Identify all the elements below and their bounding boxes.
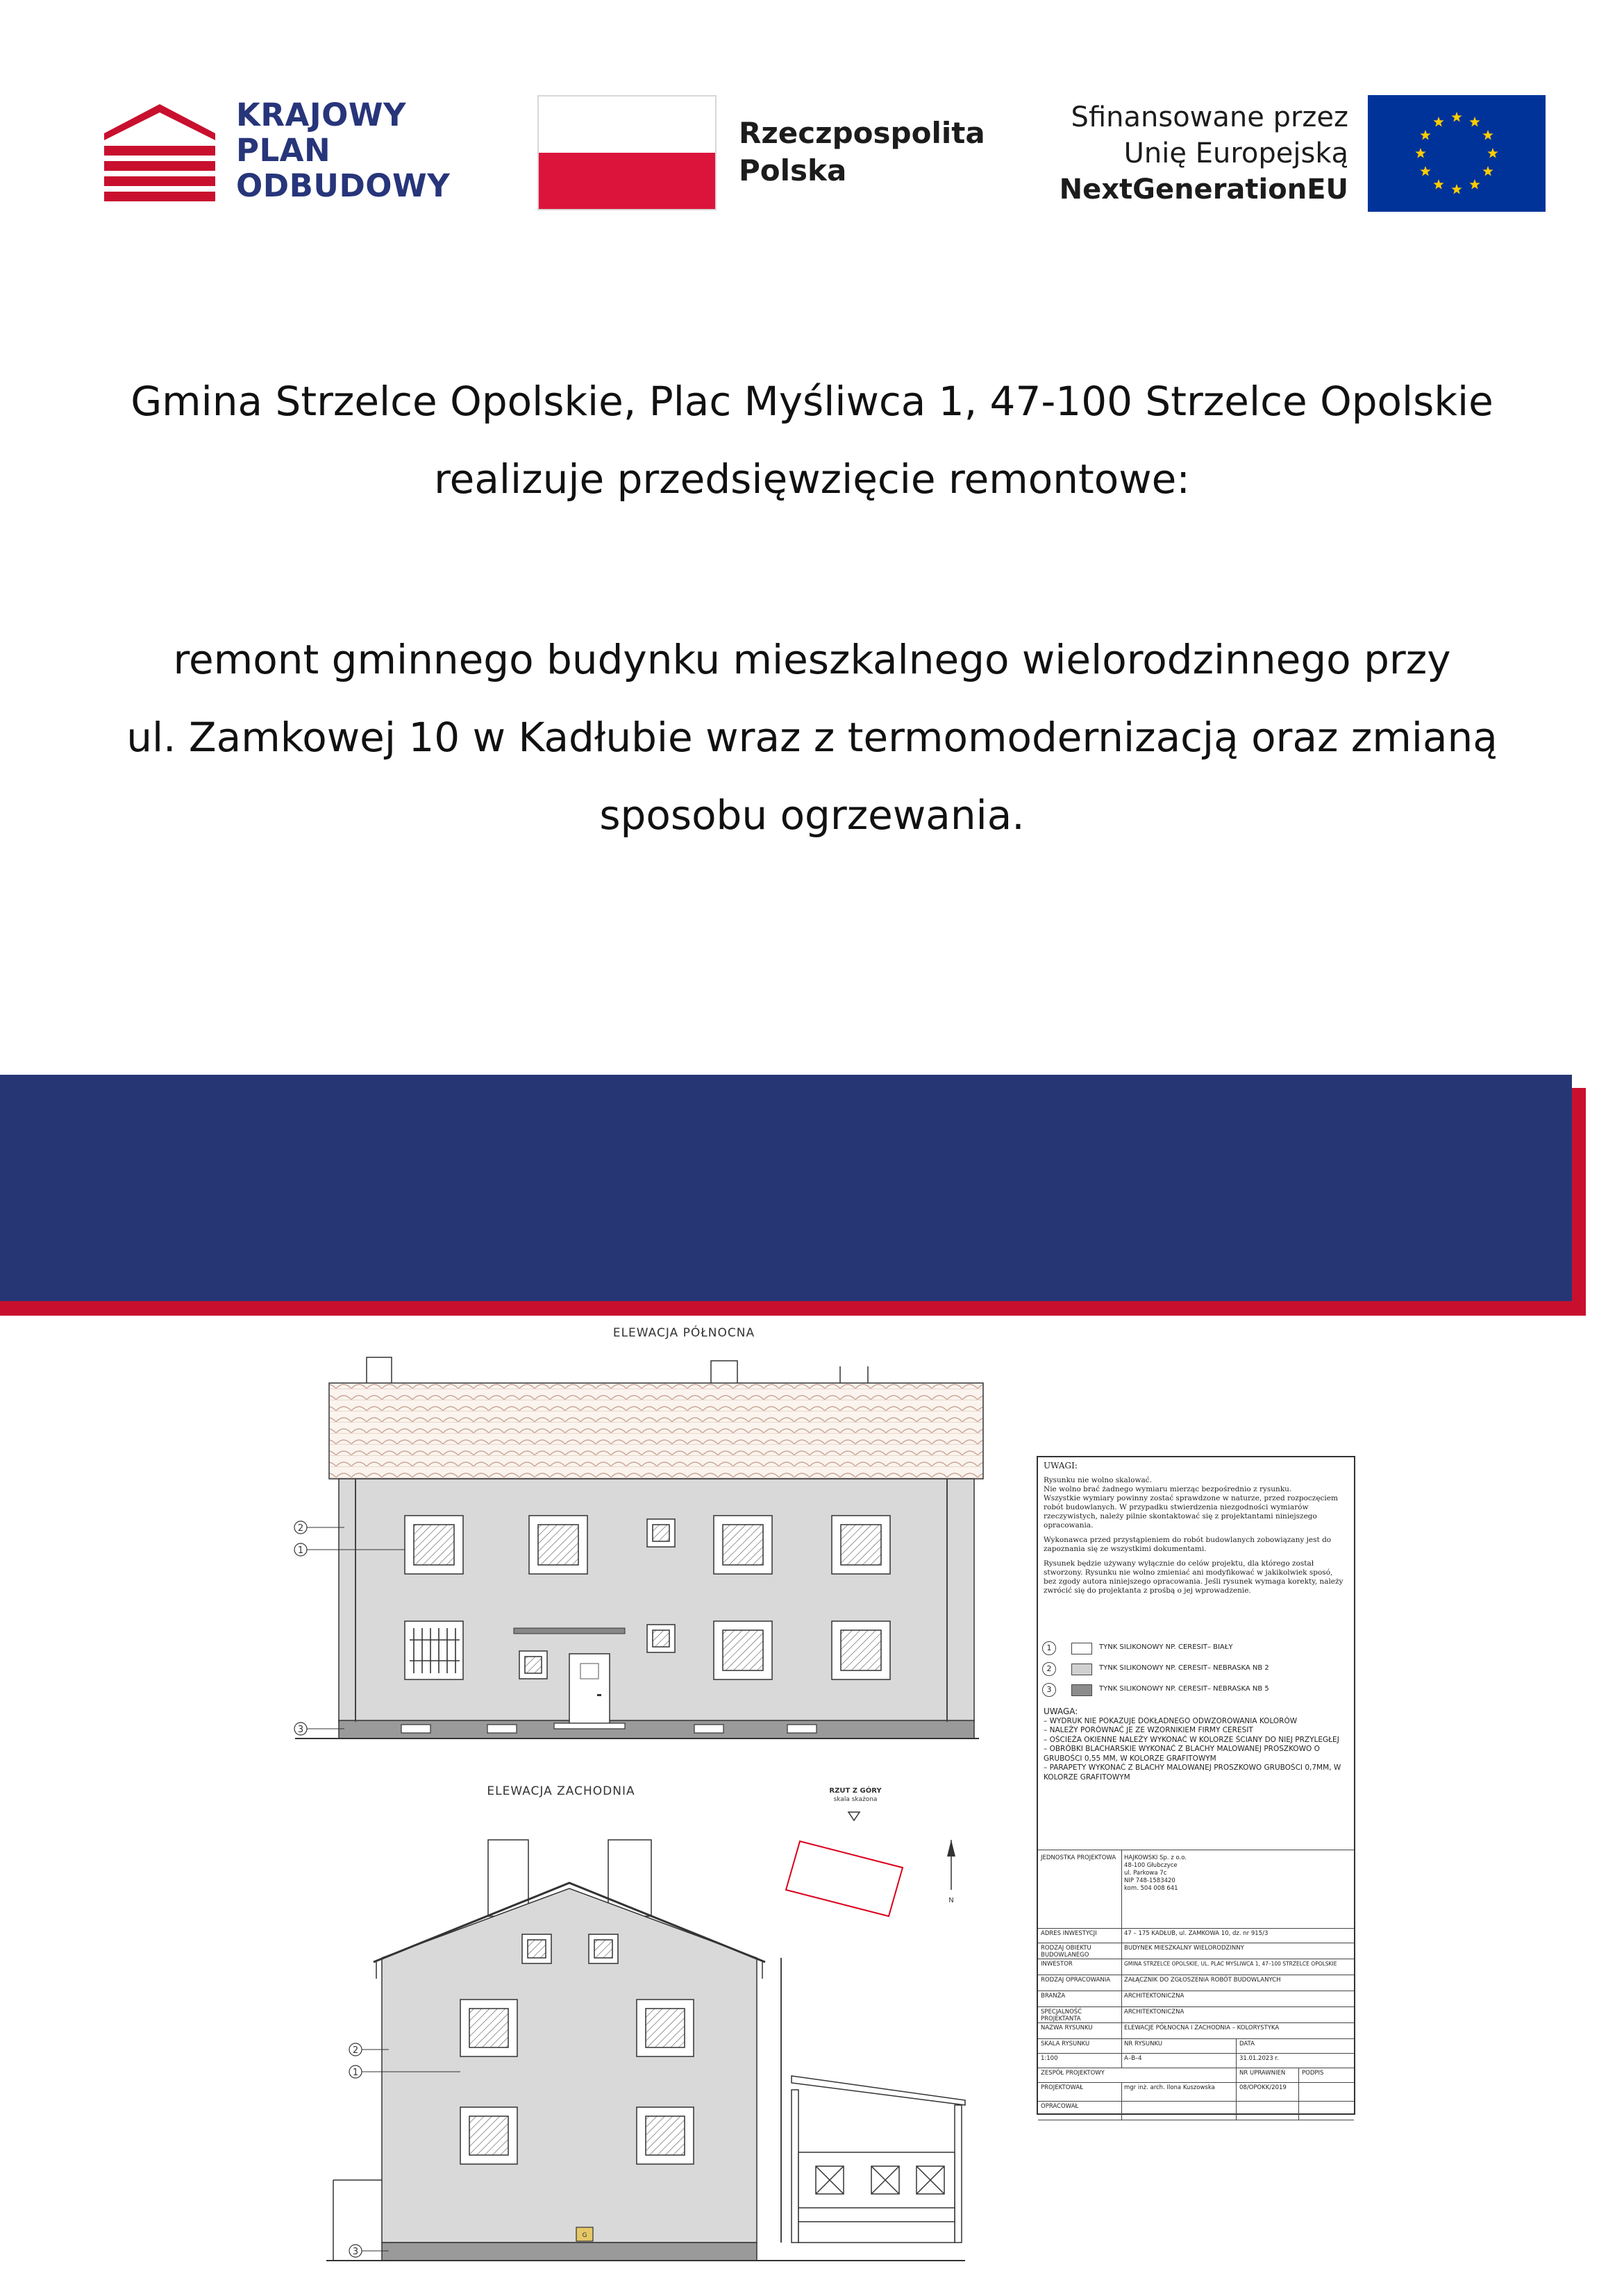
- data-label: DATA: [1239, 2041, 1255, 2047]
- nr-label: NR RYSUNKU: [1124, 2041, 1163, 2047]
- rodzaj-value: BUDYNEK MIESZKALNY WIELORODZINNY: [1124, 1945, 1244, 1952]
- uwagi-title: UWAGI:: [1044, 1461, 1078, 1470]
- title-block: [1038, 1850, 1354, 2120]
- skala-value: 1:100: [1041, 2055, 1058, 2062]
- uwaga-title: UWAGA:: [1044, 1707, 1078, 1716]
- opracowanie-value: ZAŁĄCZNIK DO ZGŁOSZENIA ROBÓT BUDOWLANYCH: [1124, 1977, 1281, 1984]
- header-line2: realizuje przedsięwzięcie remontowe:: [434, 455, 1190, 503]
- west-gable-wall: [382, 1888, 757, 2243]
- note-3: Rysunek będzie używany wyłącznie do celów projektu, dla którego został stworzony. Rysunku nie wolno zmieniać ani modyfikować w jakikolwiek sposó, bez zgody autora niniejszego opracowania. Jeśli rysunek wymaga korekty, należy zwrócić się do projektanta z prośbą o jej wprowadzenie.: [1044, 1559, 1343, 1595]
- opracowanie-label: RODZAJ OPRACOWANIA: [1041, 1977, 1111, 1984]
- site-plan-outline: [786, 1841, 903, 1916]
- eu-line2: Unię Europejską: [1123, 137, 1348, 169]
- plinth: [339, 1720, 974, 1738]
- west-callout-1: 1: [352, 2068, 359, 2078]
- north-arrow-marker-icon: [848, 1812, 860, 1820]
- kpo-emblem-icon: [104, 97, 215, 207]
- podpis-label: PODPIS: [1302, 2070, 1324, 2077]
- plan-label: RZUT Z GÓRY: [829, 1787, 882, 1795]
- service-hatch-label: G: [582, 2232, 587, 2239]
- north-elevation-title: ELEWACJA PÓŁNOCNA: [612, 1326, 755, 1340]
- project-line2: ul. Zamkowej 10 w Kadłubie wraz z termomodernizacją oraz zmianą: [126, 714, 1498, 761]
- branza-label: BRANŻA: [1041, 1993, 1066, 2000]
- jednostka-line: HAJKOWSKI Sp. z o.o.: [1124, 1854, 1187, 1861]
- plan-scale-label: skala skażona: [833, 1796, 878, 1803]
- jednostka-line: 48-100 Głubczyce: [1124, 1862, 1178, 1869]
- project-line3: sposobu ogrzewania.: [599, 791, 1025, 839]
- rp-line1: Rzeczpospolita: [739, 116, 985, 150]
- jednostka-line: kom. 504 008 641: [1124, 1885, 1178, 1892]
- kpo-line2: PLAN: [236, 132, 331, 169]
- uwaga-2: – NALEŻY PORÓWNAĆ JE ZE WZORNIKIEM FIRMY CERESIT: [1044, 1726, 1253, 1734]
- zespol-label: ZESPÓŁ PROJEKTOWY: [1041, 2070, 1105, 2077]
- rp-line2: Polska: [739, 153, 847, 187]
- rodzaj-label: RODZAJ OBIEKTU BUDOWLANEGO: [1041, 1945, 1091, 1959]
- kpo-line3: ODBUDOWY: [236, 167, 451, 204]
- uwaga-3: – OŚCIEŻA OKIENNE NALEŻY WYKONAĆ W KOLORZE ŚCIANY DO NIEJ PRZYLEGŁEJ: [1044, 1735, 1339, 1744]
- uwaga-1: – WYDRUK NIE POKAZUJE DOKŁADNEGO ODWZOROWANIA KOLORÓW: [1044, 1716, 1298, 1725]
- logo-rzeczpospolita-polska: [537, 95, 989, 212]
- uwaga-4: – OBRÓBKI BLACHARSKIE WYKONAĆ Z BLACHY MALOWANEJ PROSZKOWO O GRUBOŚCI 0,55 MM, W KOLORZE GRAFITOWYM: [1044, 1745, 1320, 1763]
- specjalnosc-label: SPECJALNOŚĆ PROJEKTANTA: [1041, 2009, 1082, 2022]
- west-callout-3: 3: [352, 2247, 359, 2257]
- eu-flag-icon: [1368, 95, 1546, 212]
- uwaga-5: – PARAPETY WYKONAĆ Z BLACHY MALOWANEJ PROSZKOWO GRUBOŚCI 0,7MM, W KOLORZE GRAFITOWYM: [1044, 1763, 1341, 1782]
- north-arrow-label: N: [948, 1897, 954, 1904]
- legend-sheet: UWAGI: Rysunku nie wolno skalować. Nie wolno brać żadnego wymiaru mierząc bezpośrednio z rysunku. Wszystkie wymiary powinny zostać sprawdzone w naturze, przed rozpoczęciem robót budowlanych. W przypadku stwierdzenia niezgodności wymiarów rzeczywistych, należy pilnie skontaktować się z projektantami niniejszego opracowania. Wykonawca przed przystąpieniem do robót budowlanych zobowiązany jest do zapoznania się ze wszystkimi dokumentami. Rysunek będzie używany wyłącznie do celów projektu, dla którego został stworzony. Rysunku nie wolno zmieniać ani modyfikować w jakikolwiek sposó, bez zgody autora niniejszego opracowania. Jeśli rysunek wymaga korekty, należy zwrócić się do projektanta z prośbą o jej wprowadzenie. 1 TYNK SILIKONOWY NP. CERESIT– BIAŁY 2 TYNK SILIKONOWY NP. CERESIT– NEBRASKA NB 2 3 TYNK SILIKONOWY NP. CERESIT– NEBRASKA NB 5 UWAGA: – WYDRUK NIE POKAZUJE DOKŁADNEGO ODWZOROWANIA KOLORÓW – NALEŻY PORÓWNAĆ JE ZE WZORNIKIEM FIRMY CERESIT – OŚCIEŻA OKIENNE NALEŻY WYKONAĆ W KOLORZE ŚCIANY DO NIEJ PRZYLEGŁEJ – OBRÓBKI BLACHARSKIE WYKONAĆ Z BLACHY MALOWANEJ PROSZKOWO O GRUBOŚCI 0,55 MM, W KOLORZE GRAFITOWYM – PARAPETY WYKONAĆ Z BLACHY MALOWANEJ PROSZKOWO GRUBOŚCI 0,7MM, W KOLORZE GRAFITOWYM JEDNOSTKA PROJEKTOWA HAJKOWSKI Sp. z o.o. 48-100 Głubczyce ul. Parkowa 7c NIP 748-1583420 kom. 504 008 641 ADRES INWESTYCJI 47 – 175 KADŁUB, ul. ZAMKOWA 10, dz. nr 915/3 RODZAJ OBIEKTU BUDOWLANEGO BUDYNEK MIESZKALNY WIELORODZINNY INWESTOR GMINA STRZELCE OPOLSKIE, UL. PLAC MYŚLIWCA 1, 47–100 STRZELCE OPOLSKIE RODZAJ OPRACOWANIA ZAŁĄCZNIK DO ZGŁOSZENIA ROBÓT BUDOWLANYCH BRANŻA ARCHITEKTONICZNA SPECJALNOŚĆ PROJEKTANTA ARCHITEKTONICZNA NAZWA RYSUNKU ELEWACJE PÓŁNOCNA I ZACHODNIA – KOLORYSTYKA SKALA RYSUNKU NR RYSUNKU DATA 1:100 A–B–4 31.01.2023 r. ZESPÓŁ PROJEKTOWY NR UPRAWNIEŃ PODPIS PROJEKTOWAŁ mgr inż. arch. Ilona Kuszowska 08/OPOKK/2019 OPRACOWAŁ: [1037, 1456, 1355, 2115]
- west-callout-2: 2: [352, 2045, 359, 2056]
- opracowal-label: OPRACOWAŁ: [1041, 2103, 1079, 2110]
- data-value: 31.01.2023 r.: [1239, 2055, 1279, 2062]
- polish-flag-icon: [537, 95, 717, 210]
- project-line1: remont gminnego budynku mieszkalnego wielorodzinnego przy: [173, 636, 1451, 683]
- roof: [329, 1383, 983, 1479]
- elevation-drawings: [0, 1305, 1028, 2277]
- kpo-line1: KRAJOWY: [236, 97, 407, 133]
- adres-label: ADRES INWESTYCJI: [1041, 1930, 1097, 1937]
- porch: [792, 2076, 965, 2243]
- logo-krajowy-plan-odbudowy: [104, 92, 465, 210]
- skala-label: SKALA RYSUNKU: [1041, 2041, 1090, 2047]
- eu-line3: NextGenerationEU: [1059, 174, 1348, 206]
- nr-value: A–B–4: [1124, 2055, 1142, 2062]
- callout-3: 3: [297, 1725, 304, 1735]
- note-1: Rysunku nie wolno skalować. Nie wolno brać żadnego wymiaru mierząc bezpośrednio z rysunku. Wszystkie wymiary powinny zostać sprawdzone w naturze, przed rozpoczęciem robót budowlanych. W przypadku stwierdzenia niezgodności wymiarów rzeczywistych, należy pilnie skontaktować się z projektantami niniejszego opracowania.: [1044, 1476, 1338, 1530]
- specjalnosc-value: ARCHITEKTONICZNA: [1124, 2009, 1184, 2016]
- north-arrow-icon: [947, 1840, 955, 1890]
- uprawnien-label: NR UPRAWNIEŃ: [1239, 2070, 1286, 2077]
- nazwa-value: ELEWACJE PÓŁNOCNA I ZACHODNIA – KOLORYSTYKA: [1124, 2025, 1280, 2031]
- callout-2: 2: [297, 1523, 304, 1534]
- branza-value: ARCHITEKTONICZNA: [1124, 1993, 1184, 2000]
- chimney: [488, 1840, 528, 1916]
- callout-1: 1: [297, 1545, 304, 1556]
- eu-line1: Sfinansowane przez: [1071, 101, 1348, 133]
- jednostka-line: ul. Parkowa 7c: [1124, 1870, 1167, 1877]
- west-elevation-title: ELEWACJA ZACHODNIA: [487, 1784, 635, 1798]
- banner-blue: [0, 1075, 1572, 1301]
- projektowal-label: PROJEKTOWAŁ: [1041, 2084, 1083, 2091]
- jednostka-label: JEDNOSTKA PROJEKTOWA: [1041, 1854, 1116, 1861]
- note-2: Wykonawca przed przystąpieniem do robót budowlanych zobowiązany jest do zapoznania się ze wszystkimi dokumentami.: [1044, 1536, 1332, 1553]
- uprawnienia-value: 08/OPOKK/2019: [1239, 2084, 1287, 2091]
- entrance-canopy: [514, 1628, 625, 1634]
- legend-notes: [1044, 1461, 1348, 1601]
- adres-value: 47 – 175 KADŁUB, ul. ZAMKOWA 10, dz. nr 915/3: [1124, 1930, 1269, 1937]
- inwestor-value: GMINA STRZELCE OPOLSKIE, UL. PLAC MYŚLIWCA 1, 47–100 STRZELCE OPOLSKIE: [1124, 1961, 1337, 1967]
- legend-remarks: [1044, 1707, 1349, 1782]
- nazwa-label: NAZWA RYSUNKU: [1041, 2025, 1093, 2031]
- inwestor-label: INWESTOR: [1041, 1961, 1073, 1968]
- header-line1: Gmina Strzelce Opolskie, Plac Myśliwca 1, 47-100 Strzelce Opolskie: [131, 378, 1493, 425]
- logo-nextgenerationeu: [1035, 94, 1552, 213]
- jednostka-line: NIP 748-1583420: [1124, 1877, 1175, 1884]
- projektowal-value: mgr inż. arch. Ilona Kuszowska: [1124, 2084, 1215, 2091]
